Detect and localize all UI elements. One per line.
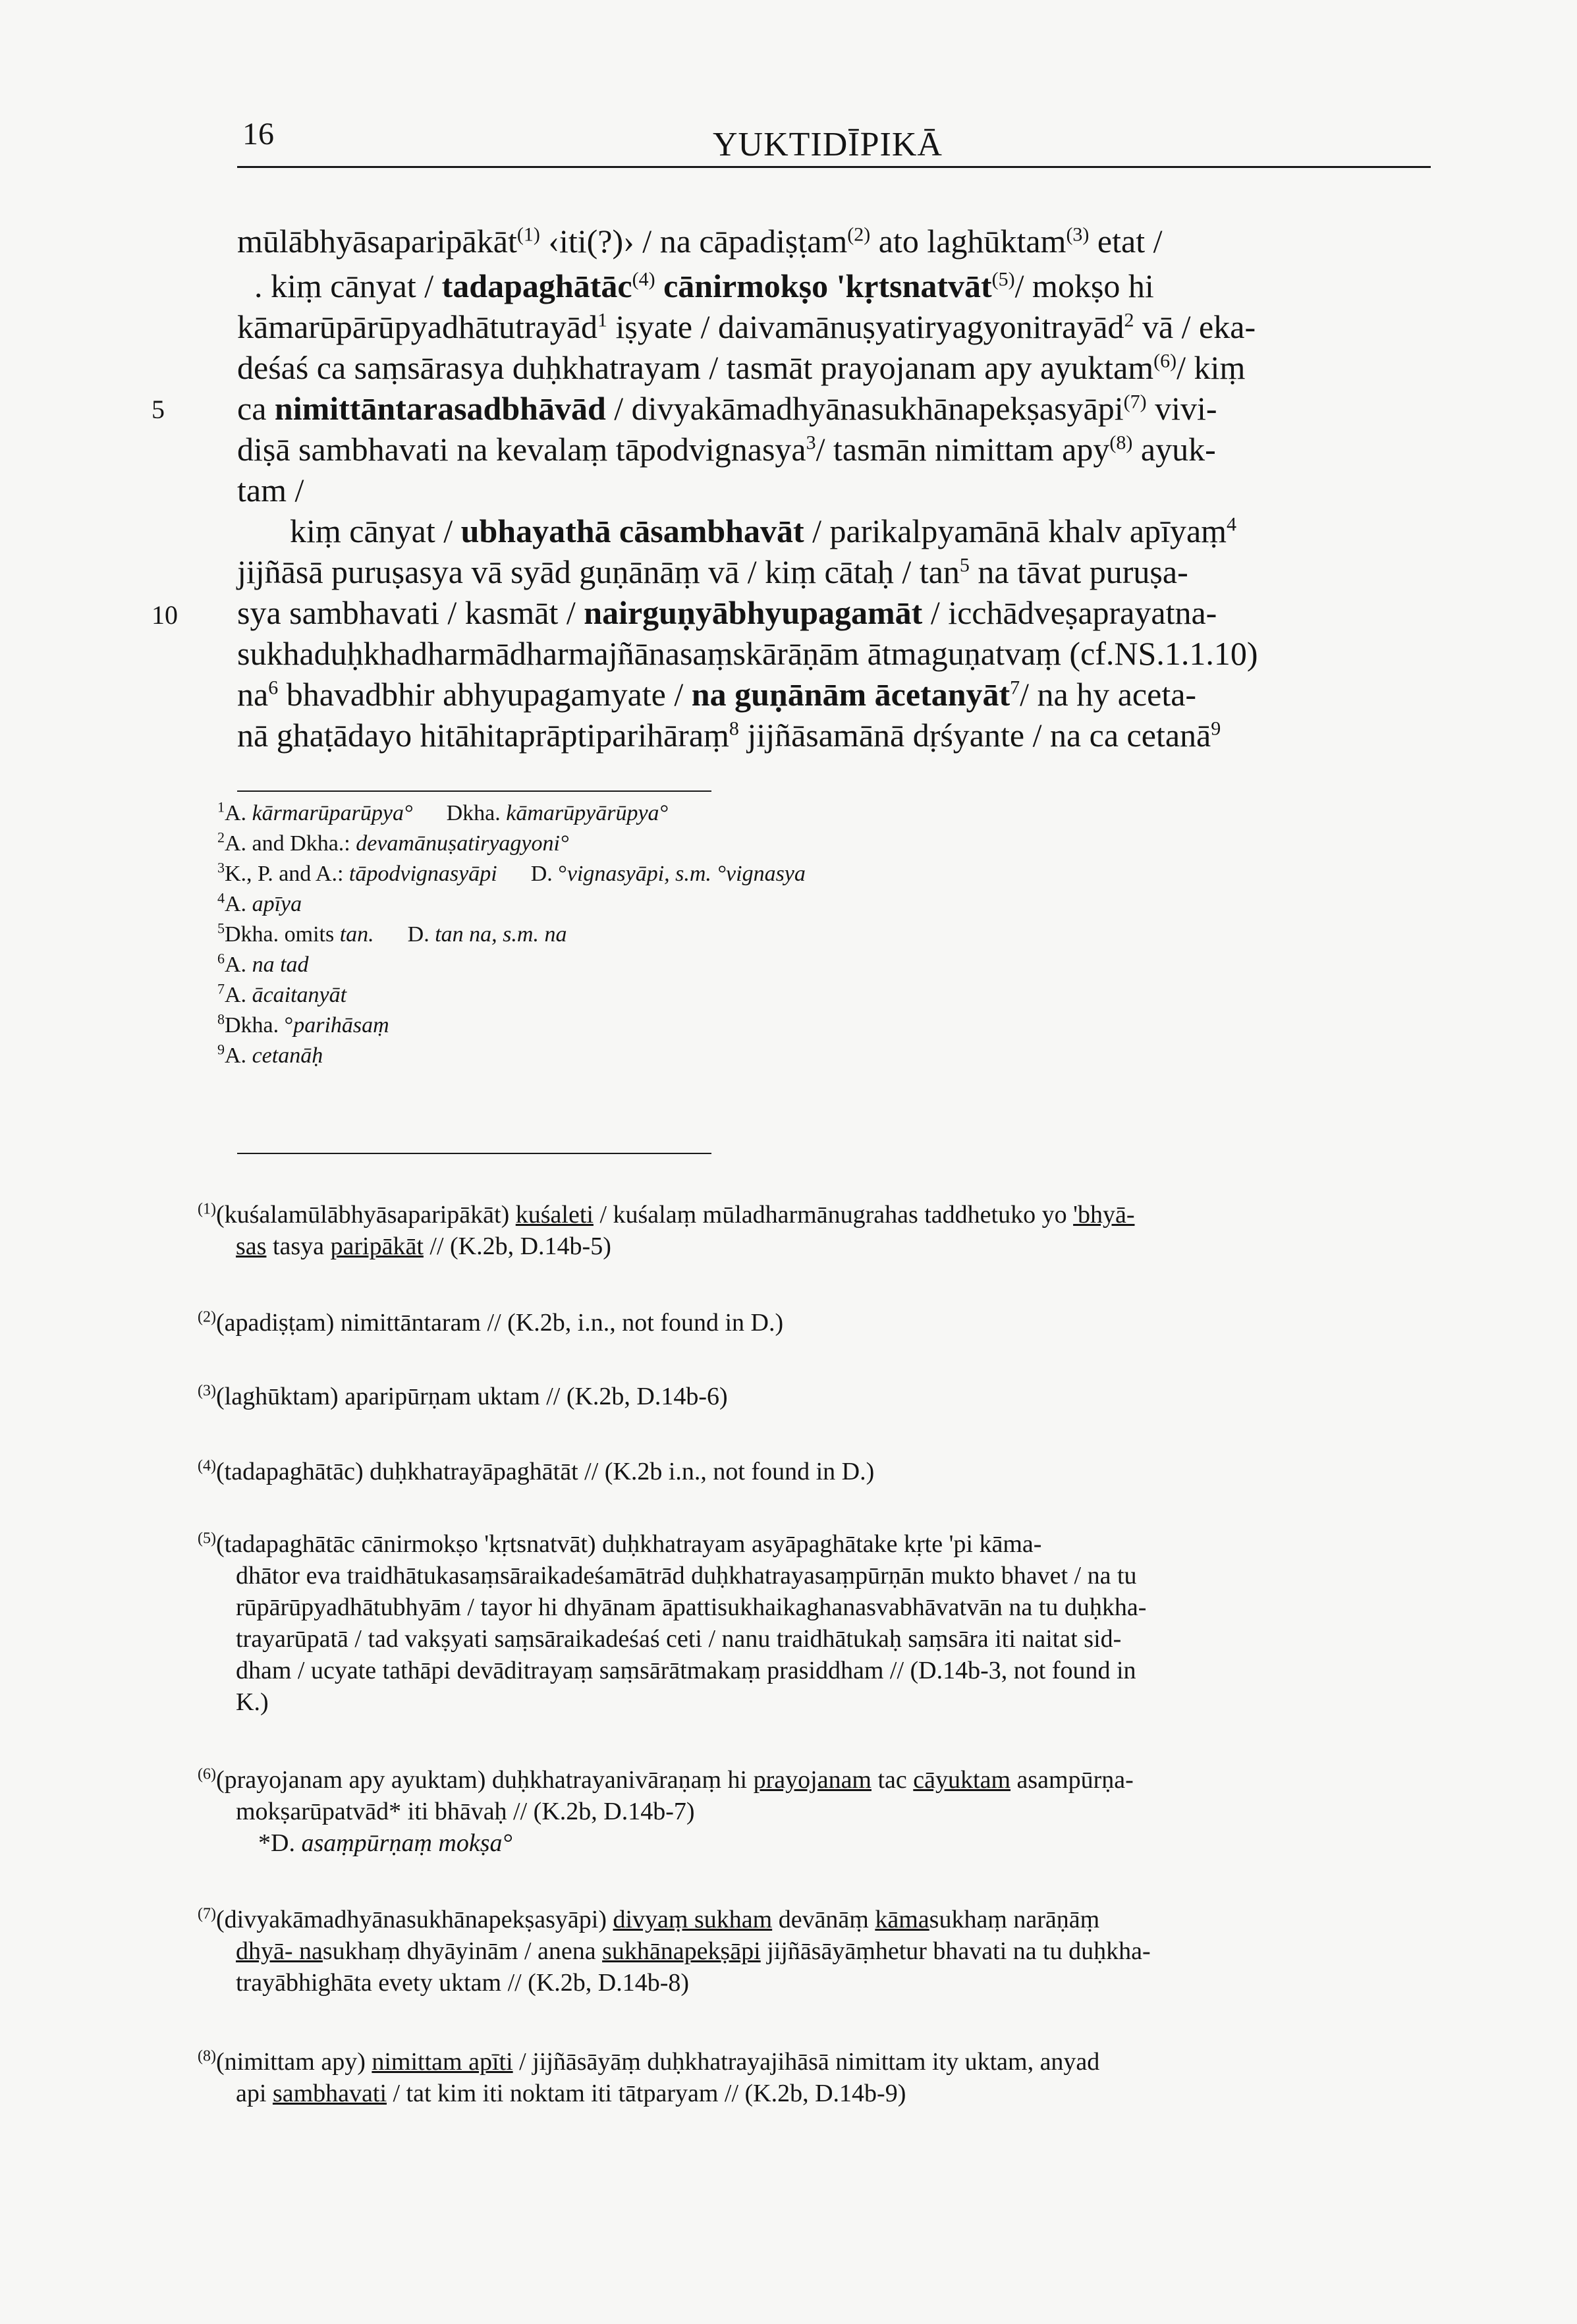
main-text-line-4: deśaś ca saṃsārasya duḥkhatrayam / tasmāt prayojanam apy ayuktam$^{(6)}$/ kiṃ bbox=[237, 349, 1246, 386]
footnote-4: $^4$A. apīya bbox=[217, 889, 302, 916]
main-text-line-6: diṣā sambhavati na kevalaṃ tāpodvignasya$^3$/ tasmān nimittam apy$^{(8)}$ ayuk- bbox=[237, 431, 1216, 468]
main-text-line-10: sya sambhavati / kasmāt / nairguṇyābhyupagamāt / icchādveṣaprayatna- bbox=[237, 594, 1217, 631]
main-text-line-1: mūlābhyāsaparipākāt$^{(1)}$ ‹iti(?)› / na cāpadiṣṭam$^{(2)}$ ato laghūktam$^{(3)}$ etat / bbox=[237, 223, 1163, 260]
commentary-5: $^{(5)}$(tadapaghātāc cānirmokṣo 'kṛtsnatvāt) duḥkhatrayam asyāpaghātake kṛte 'pi kāma- dhātor eva traidhātukasaṃsāraikadeśamātrād duḥkhatrayasaṃpūrṇān mukto bhavet / na tu rūpārūpyadhātubhyām / tayor hi dhyānam āpattisukhaikaghanasvabhāvatvān na tu duḥkha- trayarūpatā / tad vakṣyati saṃsāraikadeśaś ceti / nanu traidhātukaḥ saṃsāra iti naitat sid- dham / ucyate tathāpi devāditrayaṃ saṃsārātmakaṃ prasiddham // (D.14b-3, not found in K.) bbox=[198, 1530, 1147, 1716]
footnote-2: $^2$A. and Dkha.: devamānuṣatiryagyoni° bbox=[217, 829, 569, 856]
footnote-3: $^3$K., P. and A.: tāpodvignasyāpi D. °vignasyāpi, s.m. °vignasya bbox=[217, 859, 806, 886]
main-text-line-5: ca nimittāntarasadbhāvād / divyakāmadhyānasukhānapekṣasyāpi$^{(7)}$ vivi- bbox=[237, 390, 1217, 427]
line-number-5: 5 bbox=[152, 395, 165, 424]
header-rule bbox=[237, 166, 1431, 168]
main-text-line-13: nā ghaṭādayo hitāhitaprāptiparihāraṃ$^8$ jijñāsamānā dṛśyante / na ca cetanā$^9$ bbox=[237, 717, 1221, 754]
commentary-6: $^{(6)}$(prayojanam apy ayuktam) duḥkhatrayanivāraṇaṃ hi prayojanam tac cāyuktam asampūrṇa- mokṣarūpatvād* iti bhāvaḥ // (K.2b, D.14b-7) *D. asaṃpūrṇaṃ mokṣa° bbox=[198, 1765, 1134, 1857]
footnote-7: $^7$A. ācaitanyāt bbox=[217, 980, 347, 1007]
page-number: 16 bbox=[242, 117, 274, 152]
commentary-2: $^{(2)}$(apadiṣṭam) nimittāntaram // (K.2b, i.n., not found in D.) bbox=[198, 1308, 784, 1337]
footnote-8: $^8$Dkha. °parihāsaṃ bbox=[217, 1010, 389, 1038]
main-text-line-11: sukhaduḥkhadharmādharmajñānasaṃskārāṇām ātmaguṇatvaṃ (cf.NS.1.1.10) bbox=[237, 635, 1258, 672]
main-text-line-3: kāmarūpārūpyadhātutrayād$^1$ iṣyate / daivamānuṣyatiryagyonitrayād$^2$ vā / eka- bbox=[237, 308, 1256, 345]
main-text-line-12: $na^6$ bhavadbhir abhyupagamyate / na guṇānām ācetanyāt$^7$/ na hy aceta- bbox=[237, 676, 1197, 713]
main-text-line-9: jijñāsā puruṣasya vā syād guṇānāṃ vā / kiṃ cātaḥ / $\tan^5$ na tāvat puruṣa- bbox=[237, 553, 1188, 590]
footnote-6: $^6$A. na tad bbox=[217, 950, 309, 977]
commentary-1: $^{(1)}$(kuśalamūlābhyāsaparipākāt) kuśaleti / kuśalaṃ mūladharmānugrahas taddhetuko yo 'bhyā- sas tasya paripākāt // (K.2b, D.14b-5) bbox=[198, 1200, 1135, 1260]
commentary-8: $^{(8)}$(nimittam apy) nimittam apīti / jijñāsāyāṃ duḥkhatrayajihāsā nimittam ity uktam, anyad api sambhavati / tat kim iti noktam iti tātparyam // (K.2b, D.14b-9) bbox=[198, 2047, 1100, 2107]
commentary-rule bbox=[237, 1153, 711, 1154]
line-number-10: 10 bbox=[152, 600, 178, 630]
footnote-5: $^5$Dkha. omits tan. D. tan na, s.m. na bbox=[217, 920, 567, 947]
commentary-7: $^{(7)}$(divyakāmadhyānasukhānapekṣasyāpi) divyaṃ sukham devānāṃ kāmasukhaṃ narāṇāṃ dhyā- nasukhaṃ dhyāyinām / anena sukhānapekṣāpi jijñāsāyāṃhetur bhavati na tu duḥkha- trayābhighāta evety uktam // (K.2b, D.14b-8) bbox=[198, 1905, 1151, 1997]
footnote-1: $^1$A. kārmarūparūpya° Dkha. kāmarūpyārūpya° bbox=[217, 798, 669, 825]
main-text-line-2: . kiṃ cānyat / tadapaghātāc$^{(4)}$ cānirmokṣo 'kṛtsnatvāt$^{(5)}$/ mokṣo hi bbox=[254, 267, 1154, 304]
commentary-3: $^{(3)}$(laghūktam) aparipūrṇam uktam // (K.2b, D.14b-6) bbox=[198, 1382, 728, 1410]
main-text-line-7: tam / bbox=[237, 472, 304, 509]
running-head: YUKTIDĪPIKĀ bbox=[713, 126, 943, 163]
main-text-line-8: kiṃ cānyat / ubhayathā cāsambhavāt / parikalpyamānā khalv apīyaṃ$^4$ bbox=[290, 512, 1237, 549]
footnote-9: $^9$A. cetanāḥ bbox=[217, 1041, 323, 1068]
commentary-4: $^{(4)}$(tadapaghātāc) duḥkhatrayāpaghātāt // (K.2b i.n., not found in D.) bbox=[198, 1457, 875, 1485]
footnote-rule bbox=[237, 790, 711, 792]
